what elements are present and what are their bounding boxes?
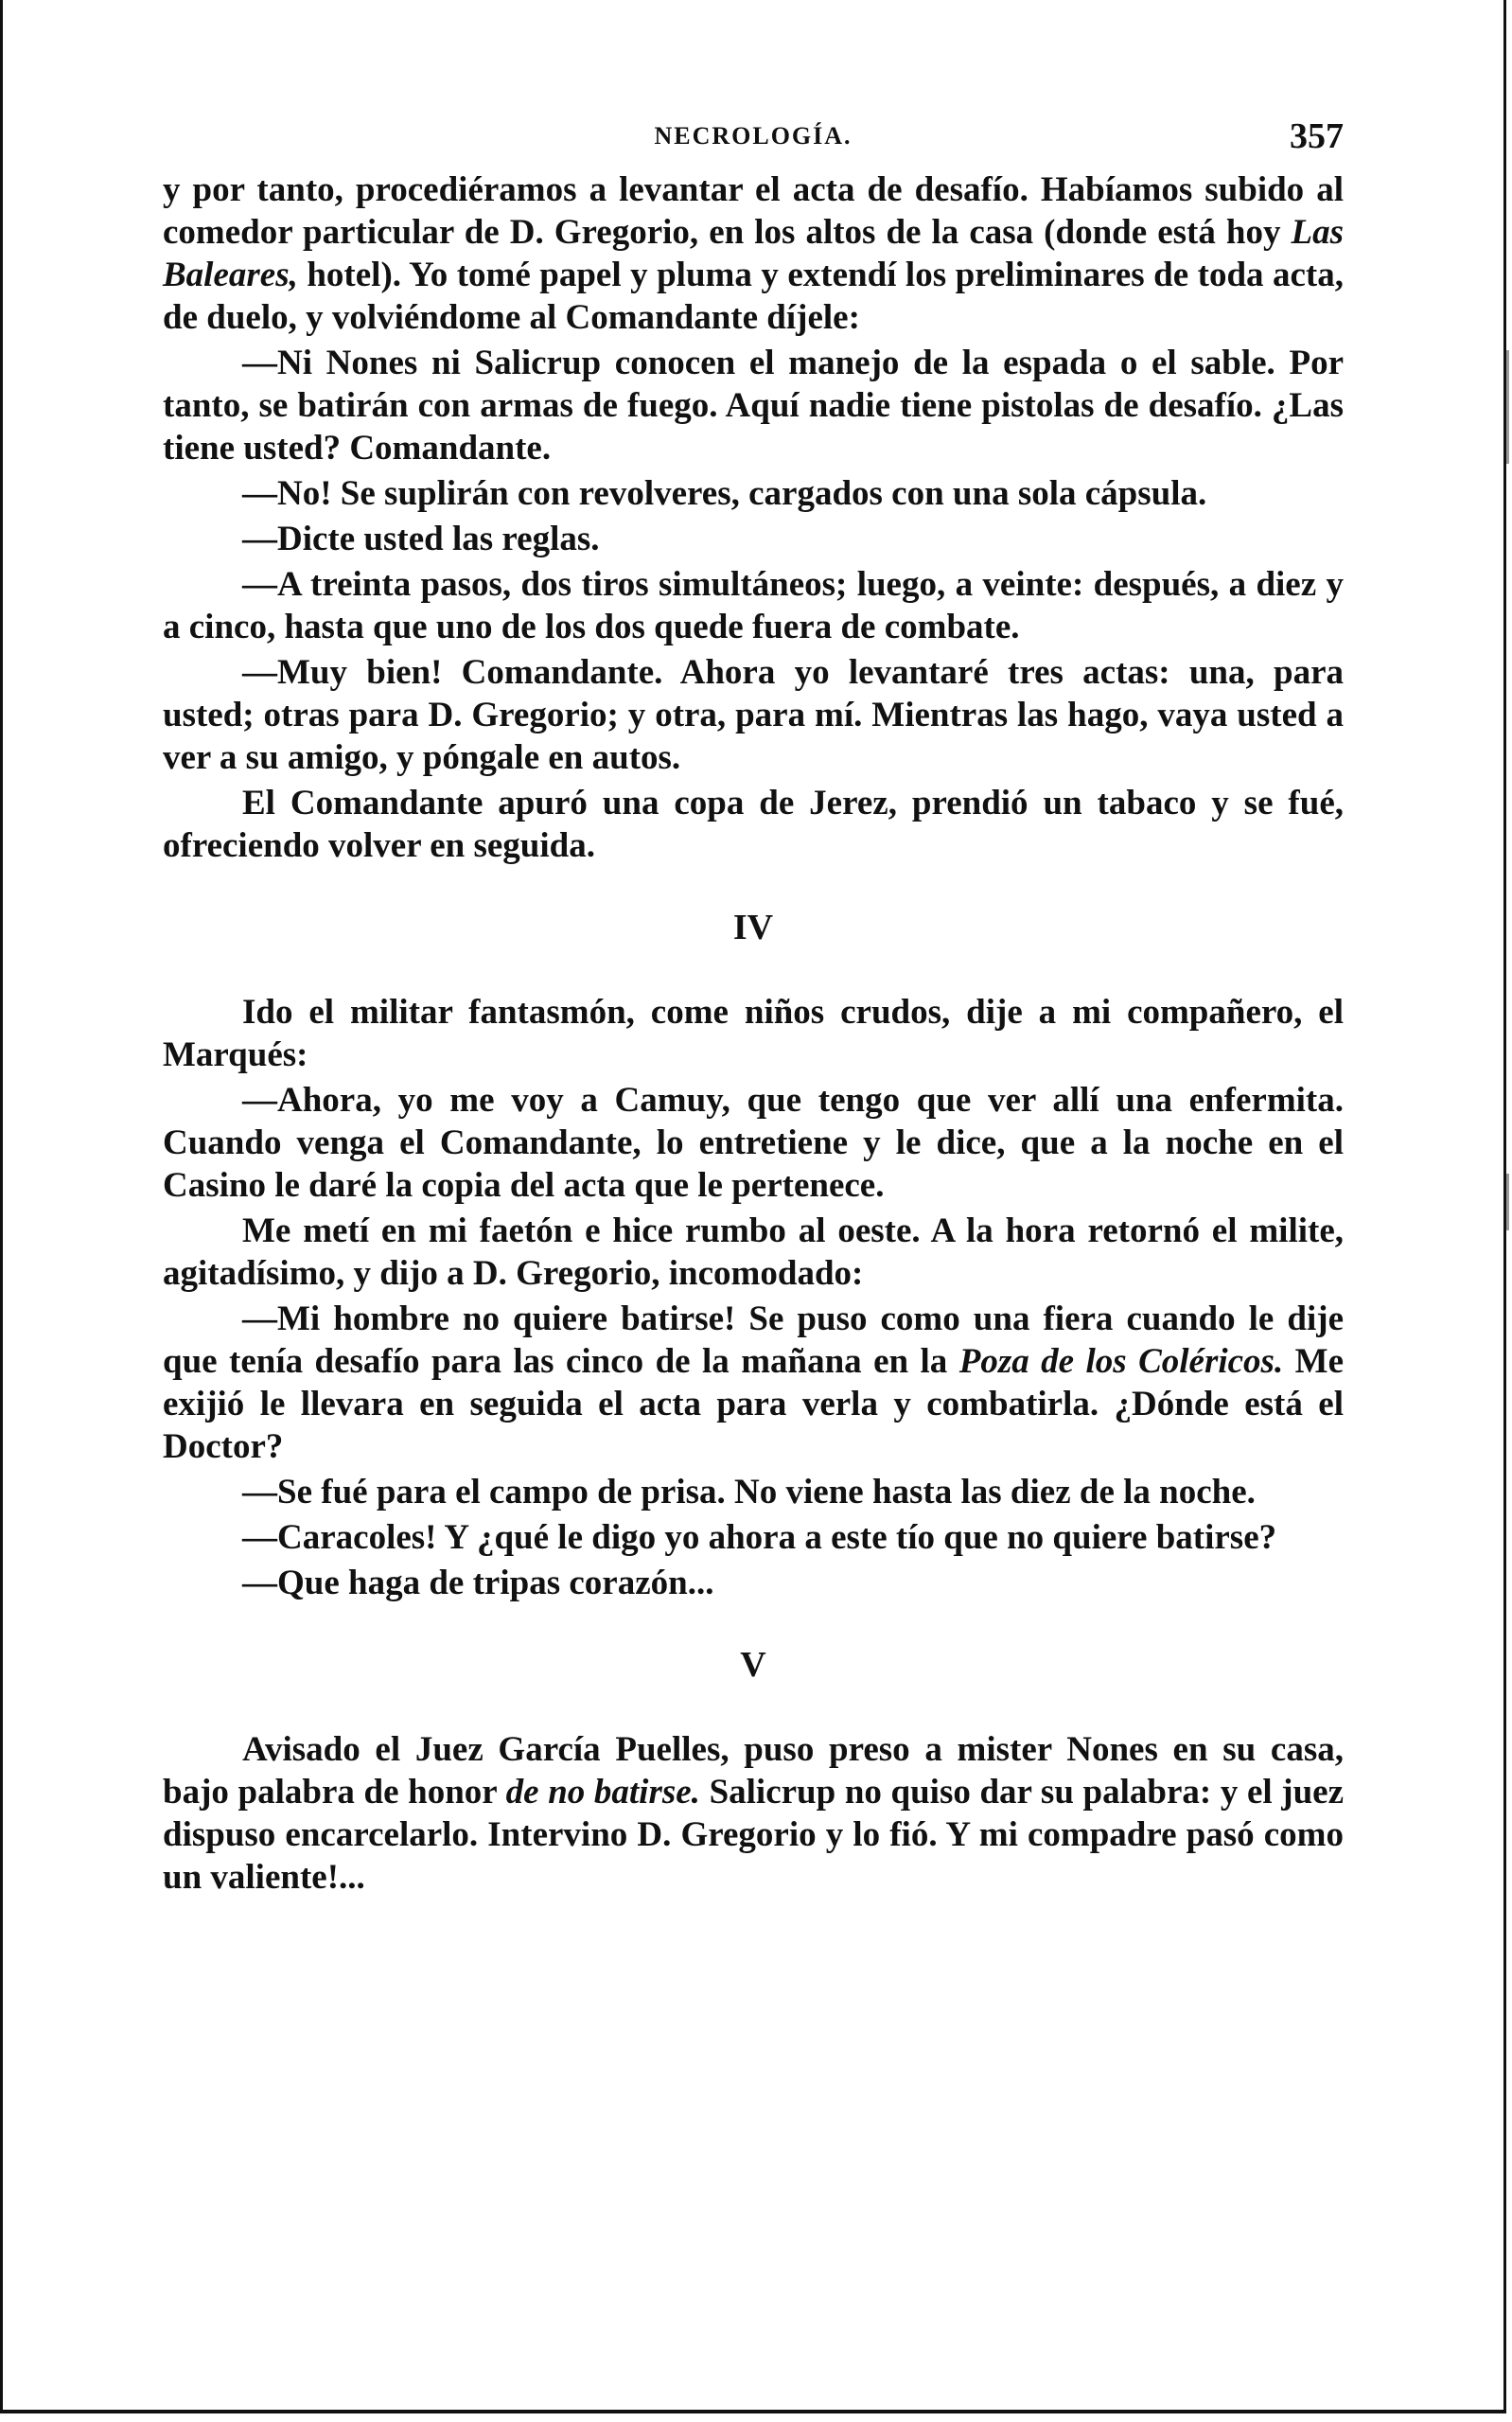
page-number: 357 (1290, 116, 1344, 156)
book-page (163, 112, 1344, 1901)
paragraph: —Muy bien! Comandante. Ahora yo levantaré tres actas: una, para usted; otras para D. Gregorio; y otra, para mí. Mientras las hago, vaya usted a ver a su amigo, y póngale en autos. (163, 653, 1344, 777)
page-edge-mark (1506, 350, 1509, 464)
paragraph: Avisado el Juez García Puelles, puso preso a mister Nones en su casa, bajo palabra de honor de no batirse. Salicrup no quiso dar su palabra: y el juez dispuso encarcelarlo. Intervino D. Gregorio y lo fió. Y mi compadre pasó como un valiente!... (163, 1730, 1345, 1897)
paragraph: —Ni Nones ni Salicrup conocen el manejo de la espada o el sable. Por tanto, se batirán con armas de fuego. Aquí nadie tiene pistolas de desafío. ¿Las tiene usted? Comandante. (163, 344, 1344, 468)
paragraph: —Que haga de tripas corazón... (242, 1564, 714, 1602)
page-header (163, 112, 1344, 161)
section-heading: IV (732, 908, 774, 947)
paragraph: —Ahora, yo me voy a Camuy, que tengo que ver allí una enfermita. Cuando venga el Comandante, lo entretiene y le dice, que a la noche en el Casino le daré la copia del acta que le pertenece. (163, 1081, 1344, 1205)
section-heading: V (740, 1645, 766, 1685)
paragraph: —Dicte usted las reglas. (242, 520, 600, 558)
paragraph: El Comandante apuró una copa de Jerez, prendió un tabaco y se fué, ofreciendo volver en seguida. (163, 784, 1344, 865)
paragraph: —Mi hombre no quiere batirse! Se puso como una fiera cuando le dije que tenía desafío para las cinco de la mañana en la Poza de los Coléricos. Me exijió le llevara en seguida el acta para verla y combatirla. ¿Dónde está el Doctor? (163, 1299, 1344, 1466)
paragraph: —No! Se suplirán con revolveres, cargados con una sola cápsula. (242, 474, 1207, 513)
paragraph: —A treinta pasos, dos tiros simultáneos; luego, a veinte: después, a diez y a cinco, hasta que uno de los dos quede fuera de combate. (163, 565, 1344, 646)
running-title: NECROLOGÍA. (654, 122, 853, 150)
paragraph: —Caracoles! Y ¿qué le digo yo ahora a este tío que no quiere batirse? (242, 1518, 1277, 1557)
paragraph: y por tanto, procediéramos a levantar el acta de desafío. Habíamos subido al comedor particular de D. Gregorio, en los altos de la casa (donde está hoy Las Baleares, hotel). Yo tomé papel y pluma y extendí los preliminares de toda acta, de duelo, y volviéndome al Comandante díjele: (163, 170, 1344, 337)
paragraph: Me metí en mi faetón e hice rumbo al oeste. A la hora retornó el milite, agitadísimo, y dijo a D. Gregorio, incomodado: (163, 1211, 1344, 1293)
paragraph: Ido el militar fantasmón, come niños crudos, dije a mi compañero, el Marqués: (163, 993, 1344, 1074)
paragraph: —Se fué para el campo de prisa. No viene hasta las diez de la noche. (242, 1473, 1256, 1512)
page-edge-mark (1506, 1174, 1509, 1230)
